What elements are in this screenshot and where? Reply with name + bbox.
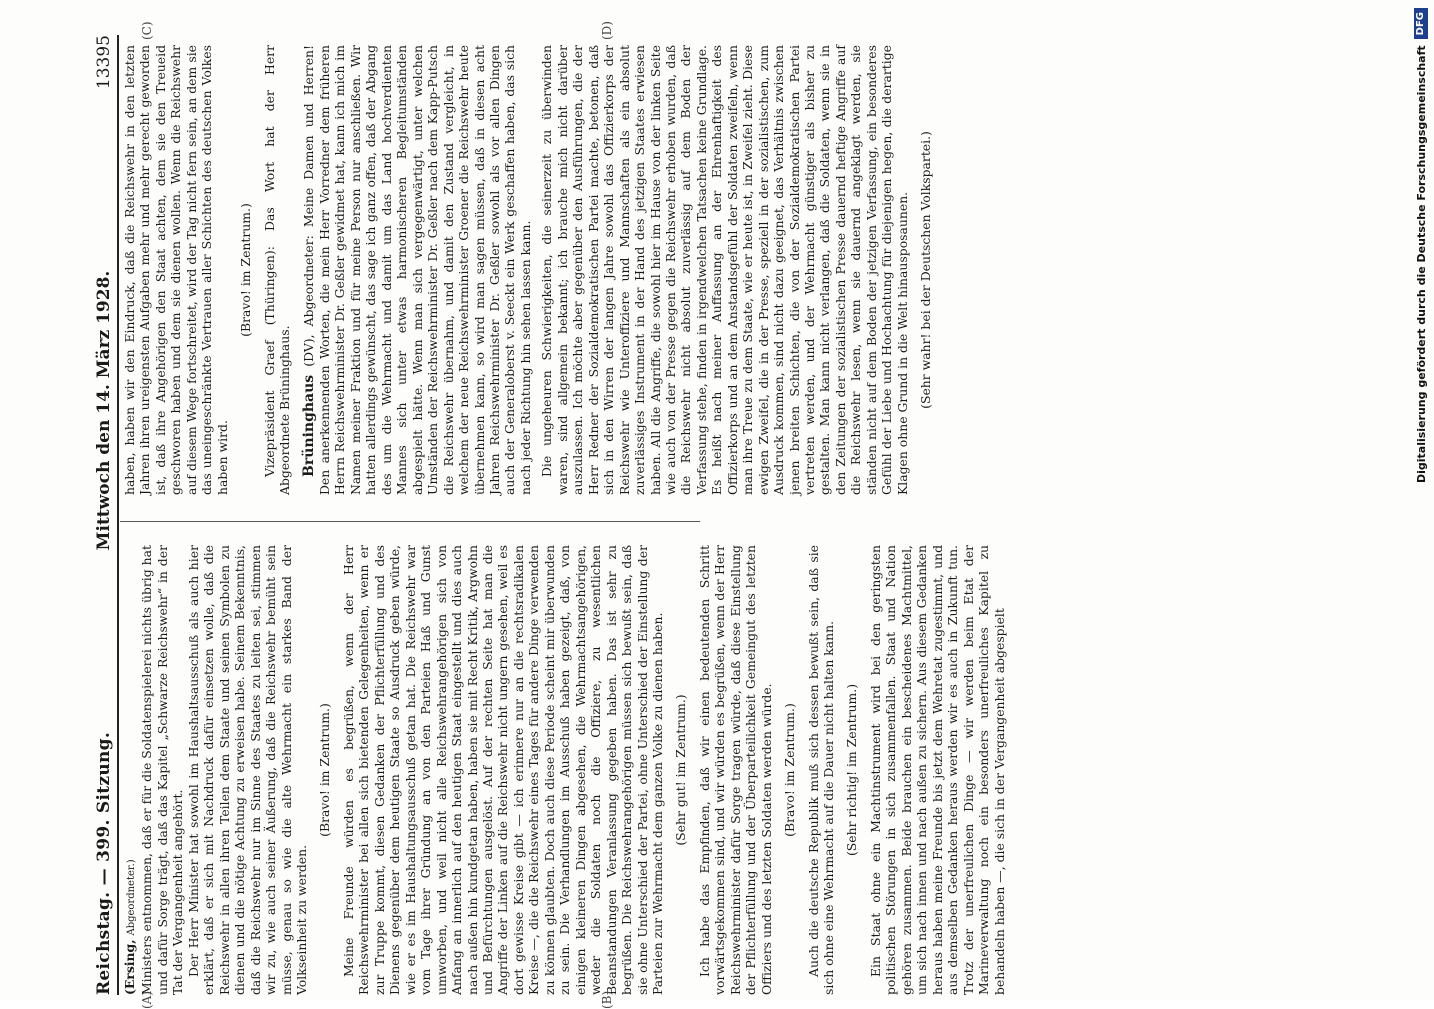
margin-mark-d: (D) xyxy=(600,21,614,40)
paragraph xyxy=(301,45,534,495)
column-rule xyxy=(120,521,700,522)
speaker-role: Abgeordneter.) xyxy=(126,859,137,936)
column-right xyxy=(122,45,942,495)
speaker-name: (Ersing, xyxy=(122,939,137,995)
rotated-sheet xyxy=(80,5,1080,1009)
interjection: (Bravo! im Zentrum.) xyxy=(317,703,333,837)
header-left: Reichstag. — 399. Sitzung. xyxy=(94,731,114,995)
dfg-logo: DFG xyxy=(1414,8,1428,39)
paragraph: haben, haben wir den Eindruck, daß die Reichswehr in den letzten Jahren ihren ureigensten Aufgaben mehr und mehr gerecht geworden ist, daß ihre Angehörigen den Staat achten, dem sie den Treueid geschworen haben und dem sie dienen wollen. Wenn die Reichswehr auf diesem Wege fortschreitet, wird der Tag nicht fern sein, an dem sie das uneingeschränkte Vertrauen aller Schichten des deutschen Volkes haben wird. xyxy=(122,45,230,495)
interjection: (Sehr wahr! bei der Deutschen Volkspartei.) xyxy=(918,131,934,409)
speaker-party: (DV), Abgeordneter: xyxy=(300,235,316,367)
paragraph: Ministers entnommen, daß er für die Soldatenspielerei nichts übrig hat und dafür Sorge trägt, daß das Kapitel „Schwarze Reichswehr“ in der Tat der Vergangenheit angehört. xyxy=(139,545,186,995)
paragraph: Ein Staat ohne ein Machtinstrument wird bei den geringsten politischen Störungen in sich zusammenfallen. Staat und Nation gehören zusammen. Beide brauchen ein bescheidenes Machtmittel, um sich nach innen und nach außen zu sichern. Aus diesem Gedanken heraus haben meine Freunde bis jetzt dem Wehretat zugestimmt, und aus demselben Gedanken heraus werden wir es auch in Zukunft tun. Trotz der unerfreulichen Dinge — wir werden beim Etat der Marineverwaltung noch ein besonders unerfreuliches Kapitel zu behandeln haben —, die sich in der Vergangenheit abgespielt xyxy=(867,545,1007,995)
paragraph: Vizepräsident Graef (Thüringen): Das Wort hat der Herr Abgeordnete Brüninghaus. xyxy=(261,45,293,495)
margin-mark-b: (B) xyxy=(600,990,614,1009)
paragraph: Auch die deutsche Republik muß sich dessen bewußt sein, daß sie sich ohne eine Wehrmacht auf die Dauer nicht halten kann. xyxy=(805,545,837,995)
speech-text: Meine Damen und Herren! Den anerkennenden Worten, die mein Herr Vorredner dem früheren Herrn Reichswehrminister Dr. Geßler gewidmet hat, kann ich mich im Namen meiner Fraktion und für meine Person nur anschließen. Wir hatten allerdings gewünscht, das sage ich ganz offen, daß der Abgang des um die Wehrmacht und damit um das Land hochverdienten Mannes sich unter etwas harmonischeren Begleitumständen abgespielt hätte. Wenn man sich vergegenwärtigt, unter welchen Umständen der Reichswehrminister Dr. Geßler nach dem Kapp-Putsch die Reichswehr übernahm, und damit den Zustand vergleicht, in welchem der neue Reichswehrminister Groener die Reichswehr heute übernehmen kann, so wird man sagen müssen, daß in diesen acht Jahren Reichswehrminister Dr. Geßler sowohl als vor allen Dingen auch der Generaloberst v. Seeckt ein Werk geschaffen haben, das sich nach jeder Richtung hin sehen lassen kann. xyxy=(300,45,533,495)
interjection: (Bravo! im Zentrum.) xyxy=(782,703,798,837)
funding-text: Digitalisierung gefördert durch die Deutsche Forschungsgemeinschaft xyxy=(1414,45,1428,484)
margin-mark-a: (A) xyxy=(140,990,154,1009)
paragraph: Der Herr Minister hat sowohl im Haushaltsausschuß als auch hier erklärt, daß er sich mit Nachdruck dafür einsetzen wolle, daß die Reichswehr in allen ihren Teilen dem Staate und seinen Symbolen zu dienen und die nötige Achtung zu erweisen habe. Seinem Bekenntnis, daß die Reichswehr nur im Sinne des Staates zu leiten sei, stimmen wir zu, wie auch seiner Äußerung, daß die Reichswehr bemüht sein müsse, genau so wie die alte Wehrmacht ein starkes Band der Volkseinheit zu werden. xyxy=(185,545,309,995)
column-left xyxy=(122,545,1007,995)
paragraph xyxy=(122,545,139,995)
paragraph: Die ungeheuren Schwierigkeiten, die seinerzeit zu überwinden waren, sind allgemein bekannt; ich brauche mich nicht darüber auszulassen. Ich möchte aber gegenüber den Ausführungen, die der Herr Redner der Sozialdemokratischen Partei machte, betonen, daß sich in den Wirren der langen Jahre sowohl das Offizierkorps der Reichswehr wie Unteroffiziere und Mannschaften als ein absolut zuverlässiges Instrument in der Hand des jetzigen Staates erwiesen haben. All die Angriffe, die sowohl hier im Hause von der linken Seite wie auch von der Presse gegen die Reichswehr erhoben wurden, daß die Reichswehr nicht absolut zuverlässig auf dem Boden der Verfassung stehe, finden in irgendwelchen Tatsachen keine Grundlage. Es heißt nach meiner Auffassung an der Ehrenhaftigkeit des Offizierkorps und an dem Anstandsgefühl der Soldaten zweifeln, wenn man ihre Treue zu dem Staate, wie er heute ist, in Zweifel zieht. Diese ewigen Zweifel, die in der Presse, speziell in der sozialistischen, zum Ausdruck kommen, sind nicht dazu geeignet, das Verhältnis zwischen jenen breiten Schichten, die von der Sozialdemokratischen Partei vertreten werden, und der Wehrmacht günstiger als bisher zu gestalten. Man kann nicht verlangen, daß die Soldaten, wenn sie in den Zeitungen der sozialistischen Presse dauernd heftige Angriffe auf die Reichswehr lesen, wenn sie dauernd angeklagt werden, sie ständen nicht auf dem Boden der jetzigen Verfassung, ein besonderes Gefühl der Liebe und Hochachtung für diejenigen hegen, die derartige Klagen ohne Grund in die Welt hinausposaunen. xyxy=(539,45,910,495)
header-date: Mittwoch den 14. März 1928. xyxy=(94,270,114,551)
funding-stamp xyxy=(1410,8,1432,992)
page-number: 13395 xyxy=(94,35,114,90)
page-header xyxy=(80,35,119,995)
speaker-name: Brüninghaus xyxy=(300,374,317,477)
interjection: (Sehr richtig! im Zentrum.) xyxy=(844,683,860,857)
paragraph: Ich habe das Empfinden, daß wir einen bedeutenden Schritt vorwärtsgekommen sind, und wir würden es begrüßen, wenn der Herr Reichswehrminister dafür Sorge tragen würde, daß diese Einstellung der Pflichterfüllung und der Überparteilichkeit Gemeingut des letzten Offiziers und des letzten Soldaten werden würde. xyxy=(696,545,774,995)
margin-mark-c: (C) xyxy=(140,21,154,40)
interjection: (Sehr gut! im Zentrum.) xyxy=(673,694,689,846)
paragraph: Meine Freunde würden es begrüßen, wenn der Herr Reichswehrminister bei allen sich bietenden Gelegenheiten, wenn er zur Truppe kommt, diesen Gedanken der Pflichterfüllung und des Dienens gegenüber dem heutigen Staate so Ausdruck geben würde, wie er es im Haushaltungsausschuß getan hat. Die Reichswehr war vom Tage ihrer Gründung an von den Parteien Haß und Gunst umworben, und weil nicht alle Reichswehrangehörigen sich von Anfang an innerlich auf den heutigen Staat eingestellt und dies auch nach außen hin kundgetan haben, haben sie mit Recht Kritik, Argwohn und Befürchtungen ausgelöst. Auf der rechten Seite hat man die Angriffe der Linken auf die Reichswehr nicht ungern gesehen, weil es dort gewisse Kreise gibt — ich erinnere nur an die rechtsradikalen Kreise —, die die Reichswehr eines Tages für andere Dinge verwenden zu können glaubten. Doch auch diese Periode scheint mir überwunden zu sein. Die Verhandlungen im Ausschuß haben gezeigt, daß, von einigen kleineren Dingen abgesehen, die Wehrmachtsangehörigen, weder die Soldaten noch die Offiziere, zu wesentlichen Beanstandungen Veranlassung gegeben haben. Das ist sehr zu begrüßen. Die Reichswehrangehörigen müssen sich bewußt sein, daß sie ohne Unterschied der Partei, ohne Unterschied der Einstellung der Parteien zur Wehrmacht dem ganzen Volke zu dienen haben. xyxy=(340,545,665,995)
interjection: (Bravo! im Zentrum.) xyxy=(238,203,254,337)
page-body xyxy=(80,21,1100,1009)
